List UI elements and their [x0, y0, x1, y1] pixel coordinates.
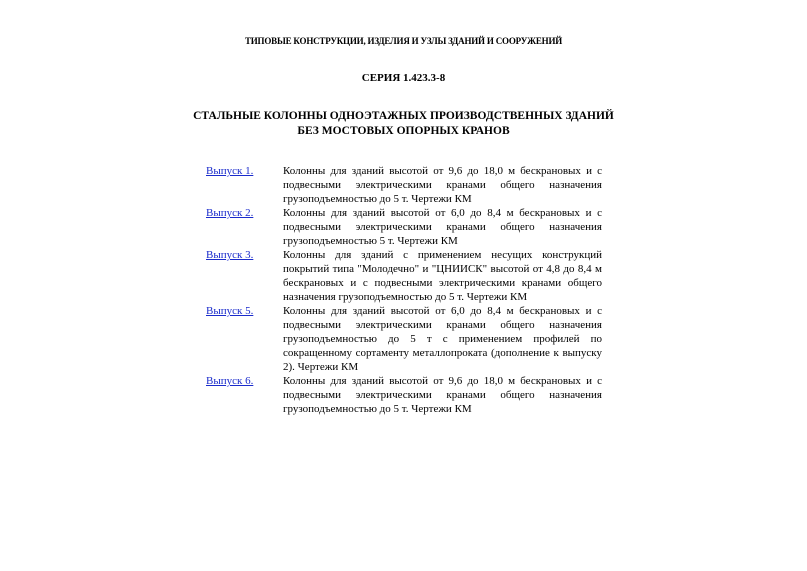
issue-link[interactable]: Выпуск 2.: [206, 207, 254, 219]
issue-row: [206, 206, 602, 248]
issue-description: Колонны для зданий высотой от 6,0 до 8,4 м бескрановых и с подвесными электрическими кранами общего назначения грузоподъемностью до 5 т с применением профилей по сокращенному сортаменту металлопроката (дополнение к выпуску 2). Чертежи КМ: [283, 305, 602, 373]
issue-row: [206, 304, 602, 374]
document-title: [0, 109, 807, 139]
collection-header: ТИПОВЫЕ КОНСТРУКЦИИ, ИЗДЕЛИЯ И УЗЛЫ ЗДАНИЙ И СООРУЖЕНИЙ: [244, 36, 563, 46]
issue-description: Колонны для зданий высотой от 6,0 до 8,4 м бескрановых и с подвесными электрическими кранами общего назначения грузоподъемностью 5 т. Чертежи КМ: [283, 207, 602, 247]
issue-link[interactable]: Выпуск 5.: [206, 305, 254, 317]
issue-row: [206, 374, 602, 416]
title-line-1: СТАЛЬНЫЕ КОЛОННЫ ОДНОЭТАЖНЫХ ПРОИЗВОДСТВЕННЫХ ЗДАНИЙ: [193, 110, 614, 122]
issues-list: [206, 164, 602, 416]
issue-link[interactable]: Выпуск 1.: [206, 165, 254, 177]
title-line-2: БЕЗ МОСТОВЫХ ОПОРНЫХ КРАНОВ: [297, 125, 510, 137]
issue-link[interactable]: Выпуск 6.: [206, 375, 254, 387]
issue-row: [206, 248, 602, 304]
issue-description: Колонны для зданий высотой от 9,6 до 18,0 м бескрановых и с подвесными электрическими кранами общего назначения грузоподъемностью до 5 т. Чертежи КМ: [283, 165, 602, 205]
issue-link[interactable]: Выпуск 3.: [206, 249, 254, 261]
issue-row: [206, 164, 602, 206]
series-number: СЕРИЯ 1.423.3-8: [361, 72, 446, 84]
issue-description: Колонны для зданий высотой от 9,6 до 18,0 м бескрановых и с подвесными электрическими кранами общего назначения грузоподъемностью до 5 т. Чертежи КМ: [283, 375, 602, 415]
issue-description: Колонны для зданий с применением несущих конструкций покрытий типа "Молодечно" и "ЦНИИСК" высотой от 4,8 до 8,4 м бескрановых и с подвесными электрическими кранами общего назначения грузоподъемностью до 5 т. Чертежи КМ: [283, 249, 602, 303]
